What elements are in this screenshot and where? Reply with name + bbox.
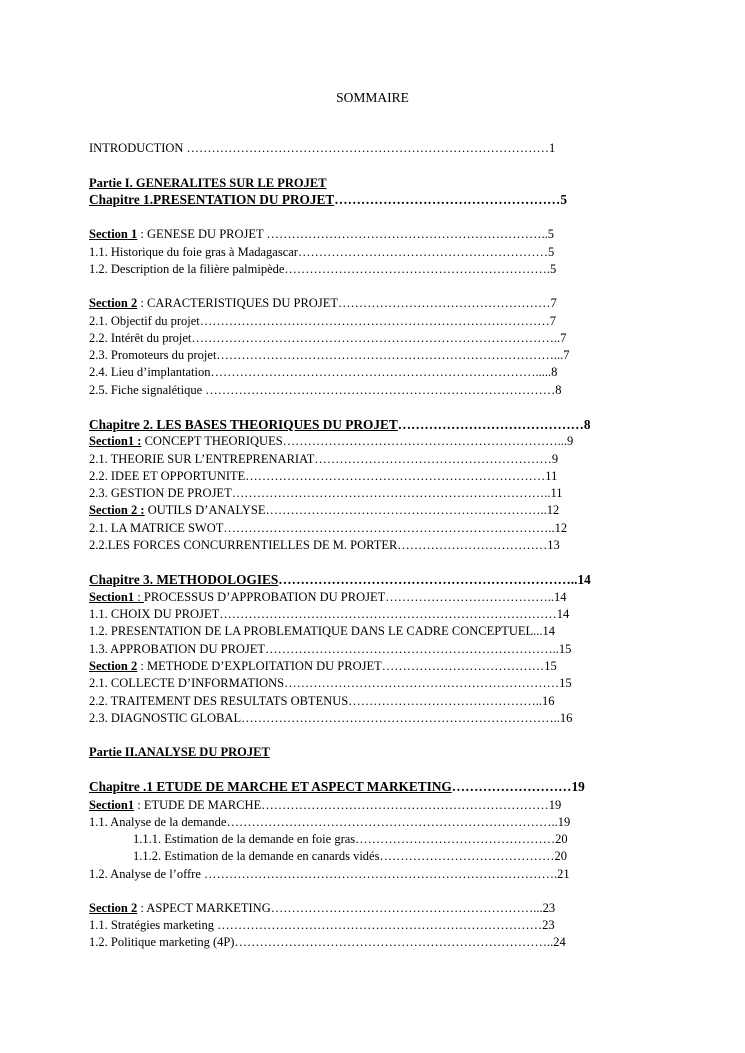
toc-entry <box>89 589 655 605</box>
toc-entry <box>89 744 655 760</box>
toc-entry-text: CONCEPT THEORIQUES…………………………………………………………...9 <box>141 434 574 448</box>
toc-entry <box>89 814 655 830</box>
toc-entry <box>89 537 655 553</box>
toc-entry <box>89 606 655 622</box>
toc-entry-text: : <box>134 590 144 604</box>
toc-entry-text: Section1 <box>89 798 135 812</box>
toc-entry-text: 1.2. Politique marketing (4P)…………………………………………………………………..24 <box>89 935 566 949</box>
toc-entry-text: 2.3. Promoteurs du projet………………………………………………………………………...7 <box>89 348 570 362</box>
toc-entry-text: Chapitre 1.PRESENTATION DU PROJET <box>89 192 335 207</box>
toc-entry <box>89 900 655 916</box>
toc-entry <box>89 451 655 467</box>
toc-entry <box>89 866 655 882</box>
toc-entry <box>89 226 655 242</box>
toc-entry-text: 2.1. LA MATRICE SWOT……………………………………………………………………..12 <box>89 521 568 535</box>
toc-entry <box>133 848 655 864</box>
toc-entry-text: ………………………19 <box>451 779 585 794</box>
toc-entry <box>89 779 655 795</box>
toc-entry <box>89 261 655 277</box>
toc-entry-text: 1.2. PRESENTATION DE LA PROBLEMATIQUE DANS LE CADRE CONCEPTUEL...14 <box>89 624 556 638</box>
toc-entry <box>89 295 655 311</box>
toc-entry-text: 2.1. Objectif du projet…………………………………………………………………………7 <box>89 314 556 328</box>
toc-entry <box>89 382 655 398</box>
toc-entry <box>89 502 655 518</box>
toc-entry-text: 2.1. THEORIE SUR L’ENTREPRENARIAT…………………………………………………9 <box>89 452 559 466</box>
toc-entry <box>89 175 655 191</box>
toc-entry <box>89 192 655 208</box>
toc-entry <box>89 485 655 501</box>
toc-entry <box>89 347 655 363</box>
toc-entry-text: : ETUDE DE MARCHE……………………………………………………………19 <box>134 798 562 812</box>
toc-entry <box>89 623 655 639</box>
toc-entry-text: 1.3. APPROBATION DU PROJET……………………………………………………………..15 <box>89 642 572 656</box>
toc-entry-text: Partie II.ANALYSE DU PROJET <box>89 745 270 759</box>
toc-entry-text: 1.1. Stratégies marketing ……………………………………………………………………23 <box>89 918 555 932</box>
toc-entry-text: : ASPECT MARKETING………………………………………………………...23 <box>137 901 556 915</box>
toc-entry-text: : GENESE DU PROJET …………………………………………………………..5 <box>137 227 555 241</box>
toc-entry <box>89 658 655 674</box>
toc-entry-text: 1.1.1. Estimation de la demande en foie gras…………………………………………20 <box>133 832 568 846</box>
toc-entry-text: 1.1. Historique du foie gras à Madagascar……………………………………………………5 <box>89 245 555 259</box>
toc-entry <box>133 831 655 847</box>
toc-entry-text: 2.2.LES FORCES CONCURRENTIELLES DE M. PORTER………………………………13 <box>89 538 560 552</box>
toc-entry-text: OUTILS D’ANALYSE…………………………………………………………..12 <box>144 503 560 517</box>
toc-entry-text: 2.3. GESTION DE PROJET…………………………………………………………………..11 <box>89 486 563 500</box>
toc-entry-text: Chapitre .1 ETUDE DE MARCHE ET ASPECT MARKETING <box>89 779 452 794</box>
toc-entry-text: Chapitre 3. METHODOLOGIES <box>89 572 279 587</box>
toc-entry <box>89 934 655 950</box>
toc-entry-text: ……………………………………………5 <box>334 192 567 207</box>
toc-entry <box>89 797 655 813</box>
toc-entry <box>89 244 655 260</box>
toc-entry-text: : CARACTERISTIQUES DU PROJET……………………………………………7 <box>137 296 557 310</box>
toc-entry-text: 2.2. Intérêt du projet……………………………………………………………………………..7 <box>89 331 567 345</box>
toc-entry <box>89 313 655 329</box>
toc-entry-text: : METHODE D’EXPLOITATION DU PROJET…………………………………15 <box>137 659 557 673</box>
toc-entry <box>89 140 655 156</box>
toc-entry-text: Section1 <box>89 590 135 604</box>
toc-entry-text: Section 1 <box>89 227 138 241</box>
toc-entry-text: 2.5. Fiche signalétique …………………………………………………………………………8 <box>89 383 562 397</box>
toc-entry-text: Chapitre 2. LES BASES THEORIQUES DU PROJET <box>89 417 398 432</box>
toc-entry <box>89 693 655 709</box>
toc-entry <box>89 520 655 536</box>
toc-entry-text: …………………………………………………………..14 <box>278 572 591 587</box>
toc-entry-text: Section 2 <box>89 901 138 915</box>
toc-entry <box>89 433 655 449</box>
toc-entry-text: Section 2 <box>89 659 138 673</box>
toc-entry-text: 2.3. DIAGNOSTIC GLOBAL…………………………………………………………………..16 <box>89 711 573 725</box>
toc-entry <box>89 364 655 380</box>
toc-entry-text: Section1 : <box>89 434 142 448</box>
toc-entry <box>89 417 655 433</box>
toc-entry-text: 1.1. CHOIX DU PROJET………………………………………………………………………14 <box>89 607 570 621</box>
toc-entry-text: 2.2. IDEE ET OPPORTUNITE………………………………………………………………11 <box>89 469 558 483</box>
toc-entry-text: 2.2. TRAITEMENT DES RESULTATS OBTENUS………………………………………..16 <box>89 694 555 708</box>
page-title: SOMMAIRE <box>336 90 409 105</box>
toc-entry <box>89 710 655 726</box>
toc-entry <box>89 917 655 933</box>
toc-entry-text: 1.2. Description de la filière palmipède……………………………………………………….5 <box>89 262 557 276</box>
toc-entry-text: 1.1.2. Estimation de la demande en canards vidés……………………………………20 <box>133 849 567 863</box>
toc-entry-text: 2.1. COLLECTE D’INFORMATIONS…………………………………………………………15 <box>89 676 572 690</box>
toc-entry <box>89 468 655 484</box>
toc-entry <box>89 675 655 691</box>
toc-entry-text: Partie I. GENERALITES SUR LE PROJET <box>89 176 327 190</box>
toc-entry-text: 2.4. Lieu d’implantation…………………………………………………………………….....8 <box>89 365 558 379</box>
toc-entry-text: 1.1. Analyse de la demande……………………………………………………………………..19 <box>89 815 571 829</box>
toc-entry <box>89 572 655 588</box>
toc-entry-text: Section 2 <box>89 296 138 310</box>
toc-entry <box>89 330 655 346</box>
toc-entry-text: 1.2. Analyse de l’offre ………………………………………………………………………….21 <box>89 867 570 881</box>
toc-entry-text: PROCESSUS D’APPROBATION DU PROJET…………………………………..14 <box>143 590 567 604</box>
toc-entry-text: Section 2 : <box>89 503 145 517</box>
toc-entry-text: INTRODUCTION ……………………………………………………………………………1 <box>89 141 556 155</box>
toc-entry <box>89 641 655 657</box>
toc-entry-text: ……………………………………8 <box>397 417 591 432</box>
